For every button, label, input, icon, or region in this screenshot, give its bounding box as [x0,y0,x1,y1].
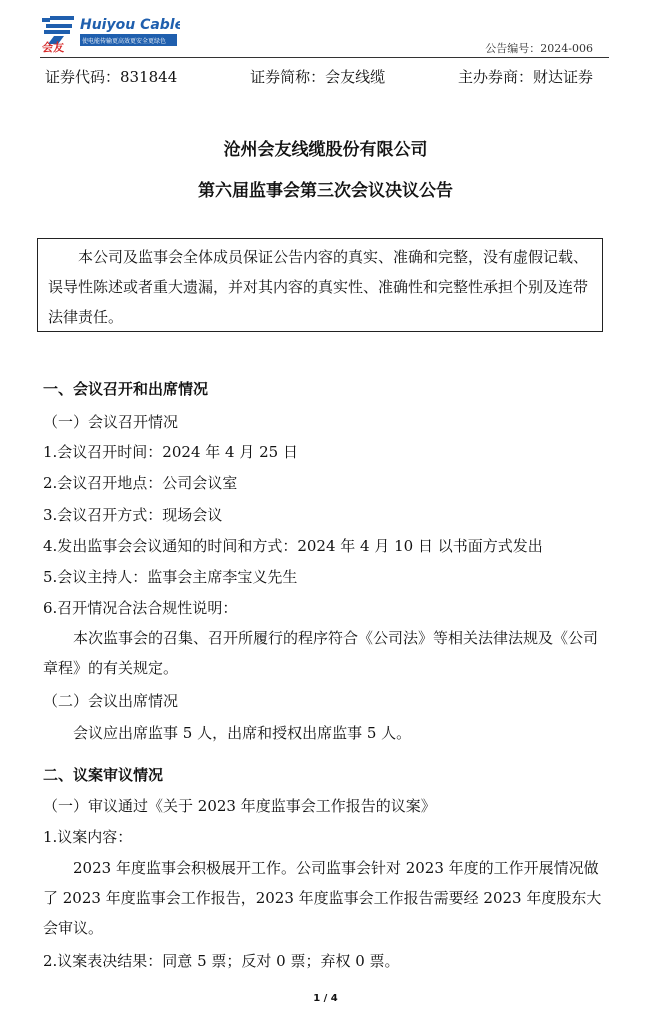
section1-sub1: （一）会议召开情况 [43,413,179,431]
section2-heading: 二、议案审议情况 [43,766,164,784]
logo-mark-icon [42,16,74,44]
disclaimer-box: 本公司及监事会全体成员保证公告内容的真实、准确和完整，没有虚假记载、误导性陈述或者重大遗漏，并对其内容的真实性、准确性和完整性承担个别及连带法律责任。 [37,238,603,332]
stock-code: 证券代码：831844 [45,68,178,86]
compliance-text: 本次监事会的召集、召开所履行的程序符合《公司法》等相关法律法规及《公司章程》的有关规定。 [43,629,599,677]
section1-heading: 一、会议召开和出席情况 [43,380,209,398]
document-title: 第六届监事会第三次会议决议公告 [198,181,453,201]
proposal-content-text: 2023 年度监事会积极展开工作。公司监事会针对 2023 年度的工作开展情况做了 2023 年度监事会工作报告，2023 年度监事会工作报告需要经 2023 年度股东大会审议。 [43,859,602,937]
page-number: 1 / 4 [313,993,338,1004]
stock-name: 证券简称：会友线缆 [250,68,386,86]
compliance-label: 6.召开情况合法合规性说明： [43,599,238,617]
logo-slogan: 使电能传输更高效更安全更绿色 [82,38,167,45]
company-logo [40,14,180,54]
section1-sub2: （二）会议出席情况 [43,692,179,710]
sponsor-broker: 主办券商：财达证券 [457,68,593,86]
logo-cn-text: 会友 [42,41,64,54]
vote-result: 2.议案表决结果：同意 5 票；反对 0 票；弃权 0 票。 [43,952,400,970]
logo-brand-text: Huiyou Cable [80,17,180,33]
meeting-time: 1.会议召开时间：2024 年 4 月 25 日 [43,443,298,461]
attendance-text: 会议应出席监事 5 人，出席和授权出席监事 5 人。 [73,724,412,742]
meeting-method: 3.会议召开方式：现场会议 [43,506,223,524]
company-title: 沧州会友线缆股份有限公司 [223,140,428,160]
section2-sub1: （一）审议通过《关于 2023 年度监事会工作报告的议案》 [43,797,436,815]
notice-time: 4.发出监事会会议通知的时间和方式：2024 年 4 月 10 日 以书面方式发出 [43,537,543,555]
proposal-content-label: 1.议案内容： [43,828,133,846]
meeting-location: 2.会议召开地点：公司会议室 [43,474,238,492]
notice-number: 公告编号：2024-006 [485,42,593,55]
header-divider [40,57,609,58]
header-info-row [45,66,593,87]
meeting-host: 5.会议主持人：监事会主席李宝义先生 [43,568,298,586]
